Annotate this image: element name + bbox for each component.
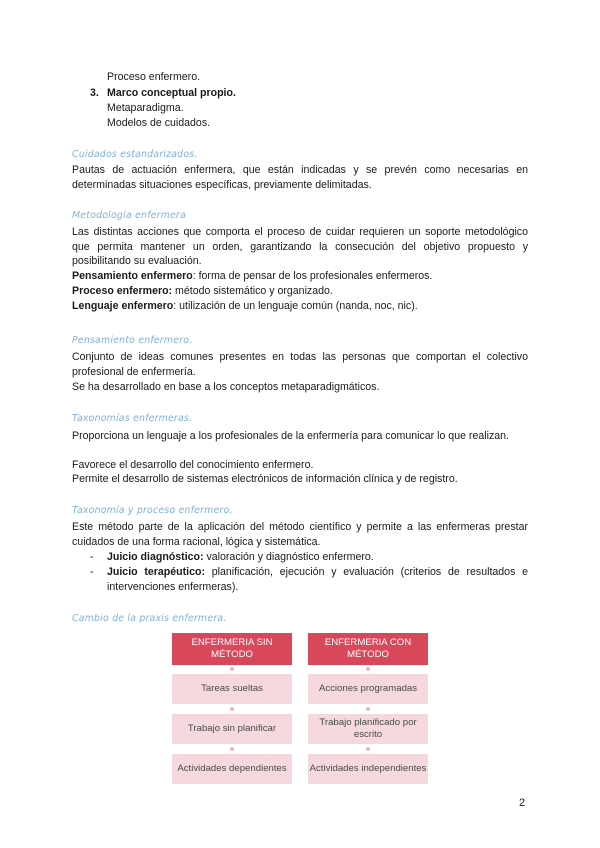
paragraph-pensamiento-1: Conjunto de ideas comunes presentes en todas las personas que comportan el colectivo profesional de enfermería.	[72, 351, 528, 378]
left-item-1: Tareas sueltas	[172, 674, 292, 704]
heading-cambio: Cambio de la praxis enfermera.	[72, 613, 227, 624]
list-item-modelos: Modelos de cuidados.	[107, 117, 211, 129]
heading-metodologia: Metodología enfermera	[72, 210, 186, 221]
text-juicio-diagnostico: valoración y diagnóstico enfermero.	[203, 551, 374, 563]
left-item-2: Trabajo sin planificar	[172, 714, 292, 744]
connector-dot	[366, 747, 370, 751]
text-juicio-terapeutico: planificación, ejecución y evaluación (criterios de resultados e intervenciones enfermeras).	[107, 566, 528, 593]
label-lenguaje: Lenguaje enfermero	[72, 300, 174, 312]
right-item-2: Trabajo planificado por escrito	[308, 714, 428, 744]
list-number-3: 3.	[90, 87, 99, 99]
list-item-marco: Marco conceptual propio.	[107, 87, 236, 99]
heading-taxonomias: Taxonomías enfermeras.	[72, 413, 193, 424]
label-juicio-terapeutico: Juicio terapéutico:	[107, 566, 205, 578]
left-item-3: Actividades dependientes	[172, 754, 292, 784]
connector-dot	[366, 667, 370, 671]
connector-dot	[230, 747, 234, 751]
line-proceso	[72, 284, 528, 299]
right-item-1: Acciones programadas	[308, 674, 428, 704]
paragraph-cuidados: Pautas de actuación enfermera, que están indicadas y se prevén como necesarias en determinadas situaciones específicas, previamente delimitadas.	[72, 164, 528, 191]
connector-dot	[230, 667, 234, 671]
page-number: 2	[519, 797, 526, 809]
paragraph-taxonomias-1: Proporciona un lenguaje a los profesionales de la enfermería para comunicar lo que realizan.	[72, 430, 509, 442]
paragraph-metodologia: Las distintas acciones que comporta el proceso de cuidar requieren un soporte metodológico que permita mantener un orden, garantizando la consecución del objetivo propuesto y posibilitando su evaluación.	[72, 226, 528, 268]
paragraph-taxonomias-3: Permite el desarrollo de sistemas electrónicos de información clínica y de registro.	[72, 473, 458, 485]
bullet-juicio-terapeutico	[107, 565, 528, 594]
label-pensamiento: Pensamiento enfermero	[72, 270, 193, 282]
line-pensamiento	[72, 269, 528, 284]
paragraph-pensamiento-2: Se ha desarrollado en base a los conceptos metaparadigmáticos.	[72, 381, 380, 393]
bullet-dash-1: -	[90, 551, 94, 563]
connector-dot	[230, 707, 234, 711]
left-column-header: ENFERMERIA SIN MÉTODO	[172, 633, 292, 665]
text-pensamiento: : forma de pensar de los profesionales enfermeros.	[192, 270, 433, 282]
list-item-metaparadigma: Metaparadigma.	[107, 102, 184, 114]
list-item-proceso: Proceso enfermero.	[107, 71, 201, 83]
text-lenguaje: : utilización de un lenguaje común (nanda, noc, nic).	[173, 300, 418, 312]
right-column-header: ENFERMERIA CON MÉTODO	[308, 633, 428, 665]
connector-dot	[366, 707, 370, 711]
bullet-juicio-diagnostico	[107, 550, 528, 565]
heading-pensamiento: Pensamiento enfermero.	[72, 335, 193, 346]
line-lenguaje	[72, 299, 528, 314]
label-proceso: Proceso enfermero:	[72, 285, 173, 297]
right-item-3: Actividades independientes	[308, 754, 428, 784]
text-proceso: método sistemático y organizado.	[172, 285, 333, 297]
bullet-dash-2: -	[90, 566, 94, 578]
label-juicio-diagnostico: Juicio diagnóstico:	[107, 551, 204, 563]
paragraph-taxonomia-proceso: Este método parte de la aplicación del método científico y permite a las enfermeras prestar cuidados de una forma racional, lógica y sistemática.	[72, 521, 528, 548]
paragraph-taxonomias-2: Favorece el desarrollo del conocimiento enfermero.	[72, 459, 314, 471]
heading-taxonomia-proceso: Taxonomía y proceso enfermero.	[72, 505, 233, 516]
heading-cuidados: Cuidados estandarizados.	[72, 149, 198, 160]
